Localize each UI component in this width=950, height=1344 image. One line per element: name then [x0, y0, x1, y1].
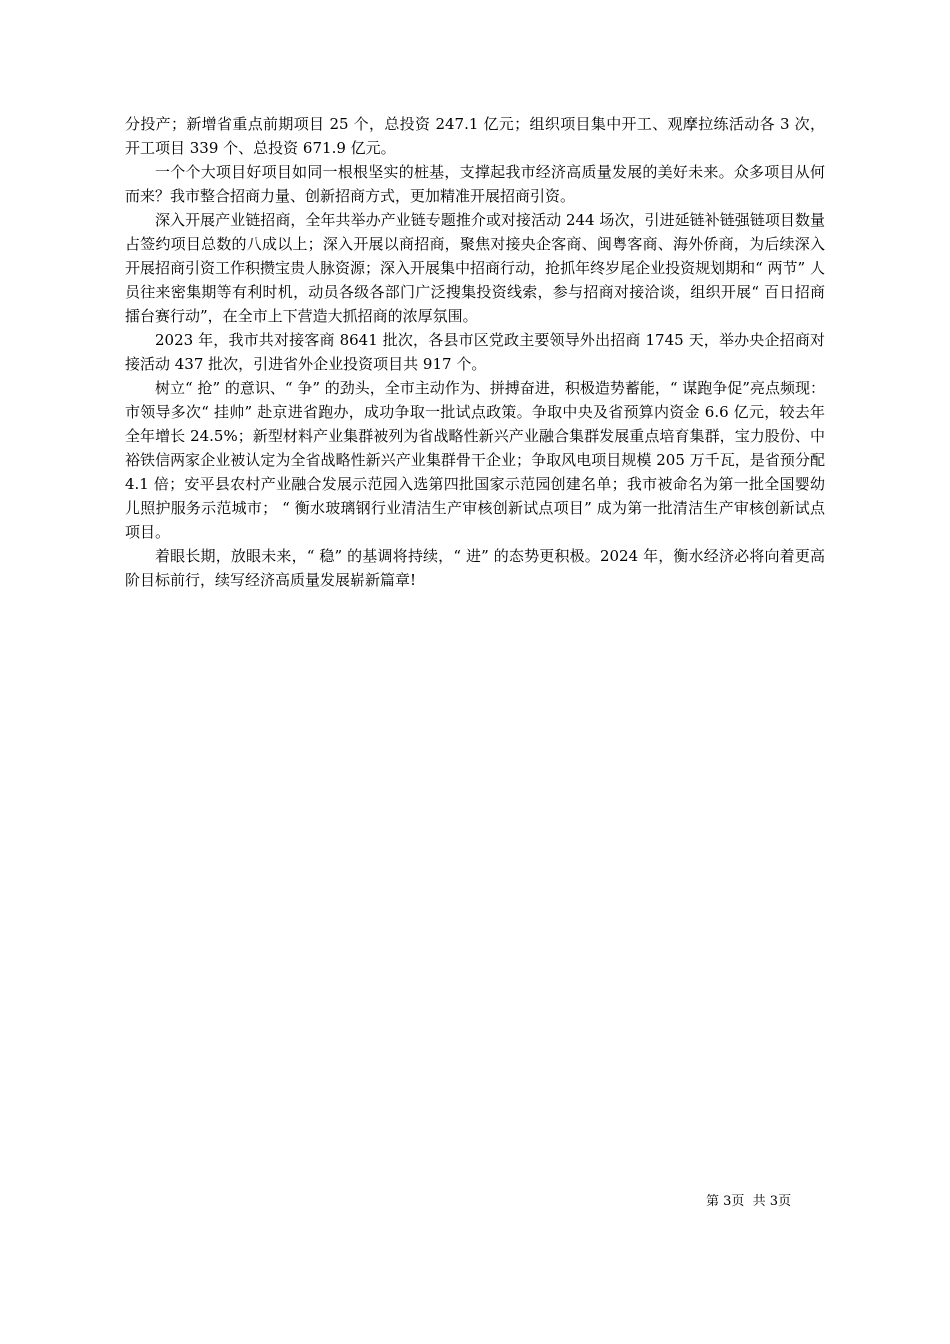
document-body [125, 112, 825, 592]
page-number-footer: 第 3页 共 3页 [706, 1194, 792, 1209]
paragraph-industrial-chain-investment: 深入开展产业链招商，全年共举办产业链专题推介或对接活动 244 场次，引进延链补链强链项目数量占签约项目总数的八成以上；深入开展以商招商，聚焦对接央企客商、闽粤客商、海外侨商，为后续深入开展招商引资工作积攒宝贵人脉资源；深入开展集中招商行动，抢抓年终岁尾企业投资规划期和“ 两节” 人员往来密集期等有利时机，动员各级各部门广泛搜集投资线索，参与招商对接洽谈，组织开展“ 百日招商擂台赛行动”，在全市上下营造大抓招商的浓厚氛围。 [125, 211, 825, 325]
paragraph-2023-investment-stats: 2023 年，我市共对接客商 8641 批次，各县市区党政主要领导外出招商 1745 天，举办央企招商对接活动 437 批次，引进省外企业投资项目共 917 个。 [125, 331, 825, 373]
paragraph-policy-achievements: 树立“ 抢” 的意识、“ 争” 的劲头，全市主动作为、拼搏奋进，积极造势蓄能，“ 谋跑争促”亮点频现：市领导多次“ 挂帅” 赴京进省跑办，成功争取一批试点政策。争取中央及省预算内资金 6.6 亿元，较去年全年增长 24.5%；新型材料产业集群被列为省战略性新兴产业融合集群发展重点培育集群，宝力股份、中裕铁信两家企业被认定为全省战略性新兴产业集群骨干企业；争取风电项目规模 205 万千瓦，是省预分配 4.1 倍；安平县农村产业融合发展示范园入选第四批国家示范园创建名单；我市被命名为第一批全国婴幼儿照护服务示范城市； “ 衡水玻璃钢行业清洁生产审核创新试点项目” 成为第一批清洁生产审核创新试点项目。 [125, 379, 825, 541]
paragraph-continued: 分投产；新增省重点前期项目 25 个，总投资 247.1 亿元；组织项目集中开工、观摩拉练活动各 3 次，开工项目 339 个、总投资 671.9 亿元。 [125, 115, 825, 157]
paragraph-projects-origin: 一个个大项目好项目如同一根根坚实的桩基，支撑起我市经济高质量发展的美好未来。众多项目从何而来？我市整合招商力量、创新招商方式，更加精准开展招商引资。 [125, 163, 825, 205]
paragraph-outlook-2024: 着眼长期，放眼未来，“ 稳” 的基调将持续，“ 进” 的态势更积极。2024 年，衡水经济必将向着更高阶目标前行，续写经济高质量发展崭新篇章! [125, 547, 825, 589]
